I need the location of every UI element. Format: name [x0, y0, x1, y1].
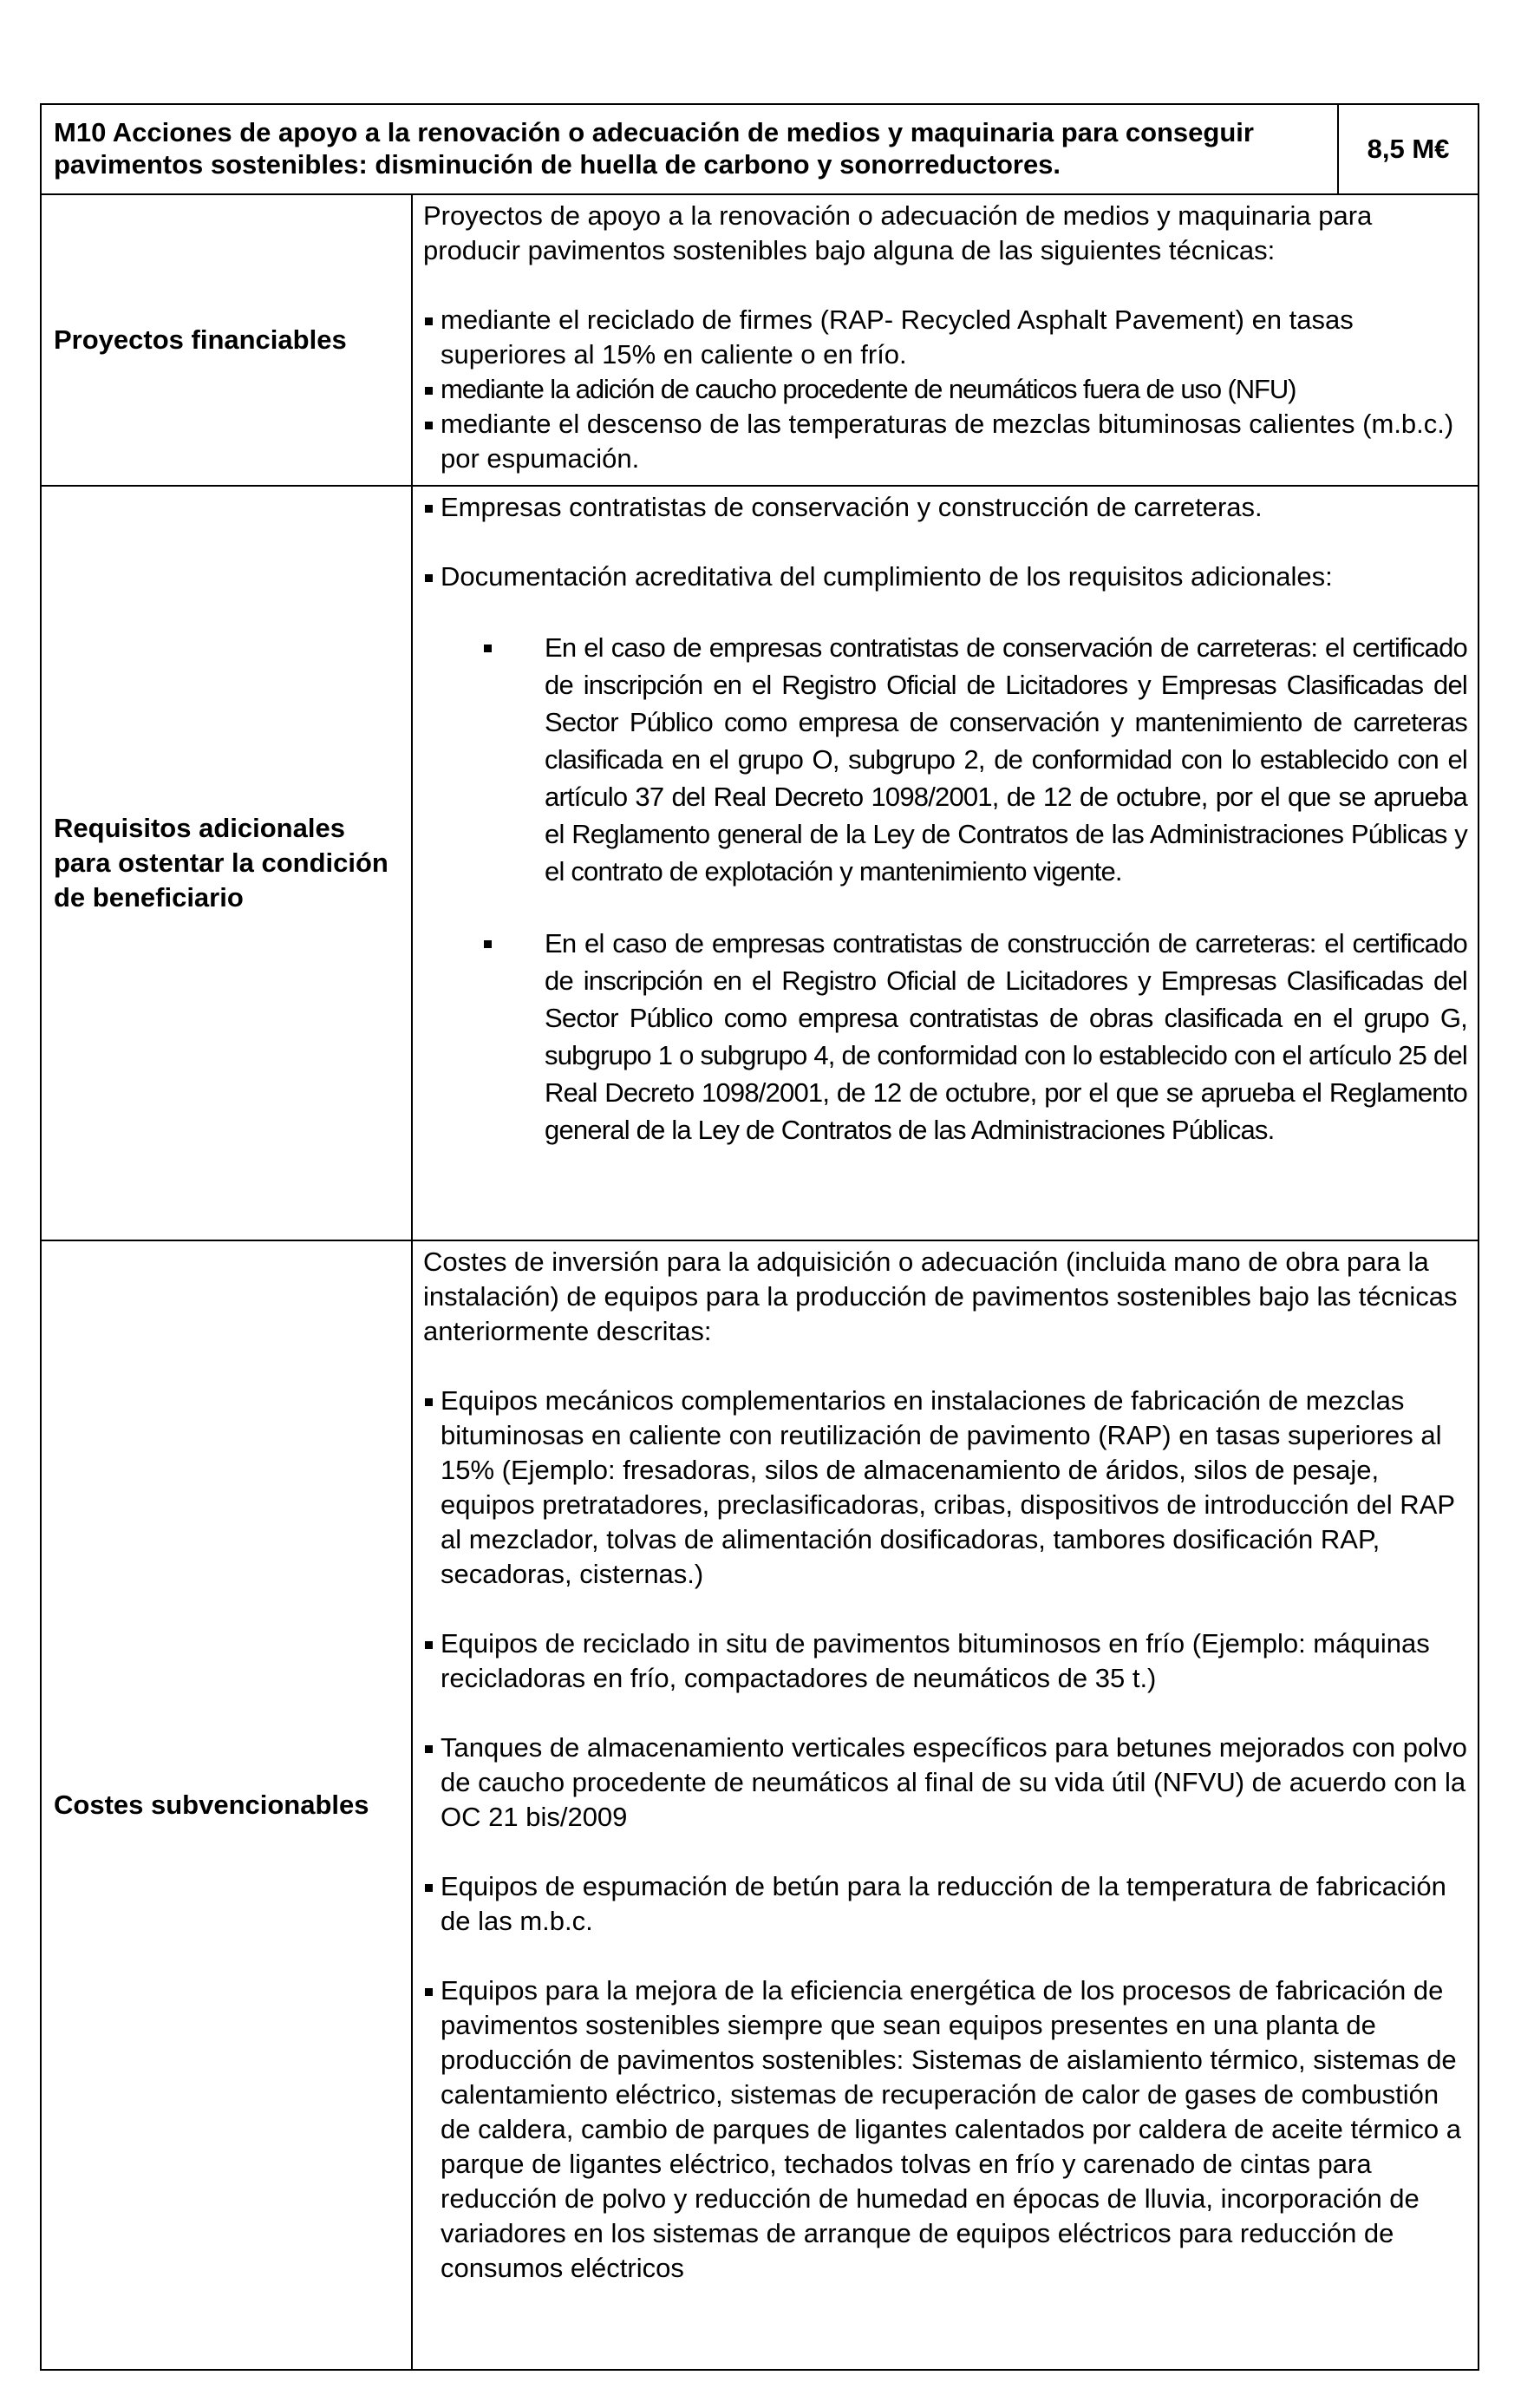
list-item: Documentación acreditativa del cumplimiento de los requisitos adicionales: — [423, 559, 1467, 594]
requirements-label: Requisitos adicionales para ostentar la condición de beneficiario — [41, 486, 412, 1240]
projects-intro: Proyectos de apoyo a la renovación o adecuación de medios y maquinaria para producir pavimentos sostenibles bajo alguna de las siguientes técnicas: — [423, 200, 1373, 265]
projects-row — [41, 194, 1479, 486]
measure-header-row — [41, 104, 1479, 194]
costs-intro: Costes de inversión para la adquisición o adecuación (incluida mano de obra para la instalación) de equipos para la producción de pavimentos sostenibles bajo las técnicas anteriormente descritas: — [423, 1247, 1458, 1346]
measure-title: M10 Acciones de apoyo a la renovación o adecuación de medios y maquinaria para conseguir pavimentos sostenibles: disminución de huella de carbono y sonorreductores. — [41, 104, 1338, 194]
measure-table — [40, 103, 1479, 2371]
projects-label: Proyectos financiables — [41, 194, 412, 486]
requirements-sublist — [423, 629, 1467, 1148]
list-item: En el caso de empresas contratistas de construcción de carreteras: el certificado de inscripción en el Registro Oficial de Licitadores y Empresas Clasificadas del Sector Público como empresa contratistas de obras clasificada en el grupo G, subgrupo 1 o subgrupo 4, de conformidad con lo establecido con el artículo 25 del Real Decreto 1098/2001, de 12 de octubre, por el que se aprueba el Reglamento general de la Ley de Contratos de las Administraciones Públicas. — [545, 925, 1467, 1148]
list-item: En el caso de empresas contratistas de conservación de carreteras: el certificado de inscripción en el Registro Oficial de Licitadores y Empresas Clasificadas del Sector Público como empresa de conservación y mantenimiento de carreteras clasificada en el grupo O, subgrupo 2, de conformidad con lo establecido con el artículo 37 del Real Decreto 1098/2001, de 12 de octubre, por el que se aprueba el Reglamento general de la Ley de Contratos de las Administraciones Públicas y el contrato de explotación y mantenimiento vigente. — [545, 629, 1467, 890]
costs-list — [423, 1384, 1467, 2286]
projects-content — [412, 194, 1479, 486]
requirements-list — [423, 490, 1467, 594]
list-item: mediante la adición de caucho procedente de neumáticos fuera de uso (NFU) — [423, 372, 1467, 407]
measure-amount: 8,5 M€ — [1338, 104, 1479, 194]
list-item: Equipos mecánicos complementarios en instalaciones de fabricación de mezclas bituminosas en caliente con reutilización de pavimento (RAP) en tasas superiores al 15% (Ejemplo: fresadoras, silos de almacenamiento de áridos, silos de pesaje, equipos pretratadores, preclasificadoras, cribas, dispositivos de introducción del RAP al mezclador, tolvas de alimentación dosificadoras, tambores dosificación RAP, secadoras, cisternas.) — [423, 1384, 1467, 1592]
requirements-row — [41, 486, 1479, 1240]
list-item: mediante el reciclado de firmes (RAP- Recycled Asphalt Pavement) en tasas superiores al 15% en caliente o en frío. — [423, 303, 1467, 372]
list-item: Equipos de reciclado in situ de pavimentos bituminosos en frío (Ejemplo: máquinas recicladoras en frío, compactadores de neumáticos de 35 t.) — [423, 1626, 1467, 1696]
list-item: Equipos para la mejora de la eficiencia energética de los procesos de fabricación de pavimentos sostenibles siempre que sean equipos presentes en una planta de producción de pavimentos sostenibles: Sistemas de aislamiento térmico, sistemas de calentamiento eléctrico, sistemas de recuperación de calor de gases de combustión de caldera, cambio de parques de ligantes calentados por caldera de aceite térmico a parque de ligantes eléctrico, techados tolvas en frío y carenado de cintas para reducción de polvo y reducción de humedad en épocas de lluvia, incorporación de variadores en los sistemas de arranque de equipos eléctricos para reducción de consumos eléctricos — [423, 1973, 1467, 2286]
costs-label: Costes subvencionables — [41, 1240, 412, 2370]
requirements-content — [412, 486, 1479, 1240]
costs-content — [412, 1240, 1479, 2370]
list-item: Empresas contratistas de conservación y construcción de carreteras. — [423, 490, 1467, 525]
list-item: Equipos de espumación de betún para la reducción de la temperatura de fabricación de las m.b.c. — [423, 1869, 1467, 1939]
costs-row — [41, 1240, 1479, 2370]
projects-list — [423, 303, 1467, 476]
list-item: mediante el descenso de las temperaturas de mezclas bituminosas calientes (m.b.c.) por espumación. — [423, 407, 1467, 476]
list-item: Tanques de almacenamiento verticales específicos para betunes mejorados con polvo de caucho procedente de neumáticos al final de su vida útil (NFVU) de acuerdo con la OC 21 bis/2009 — [423, 1731, 1467, 1835]
